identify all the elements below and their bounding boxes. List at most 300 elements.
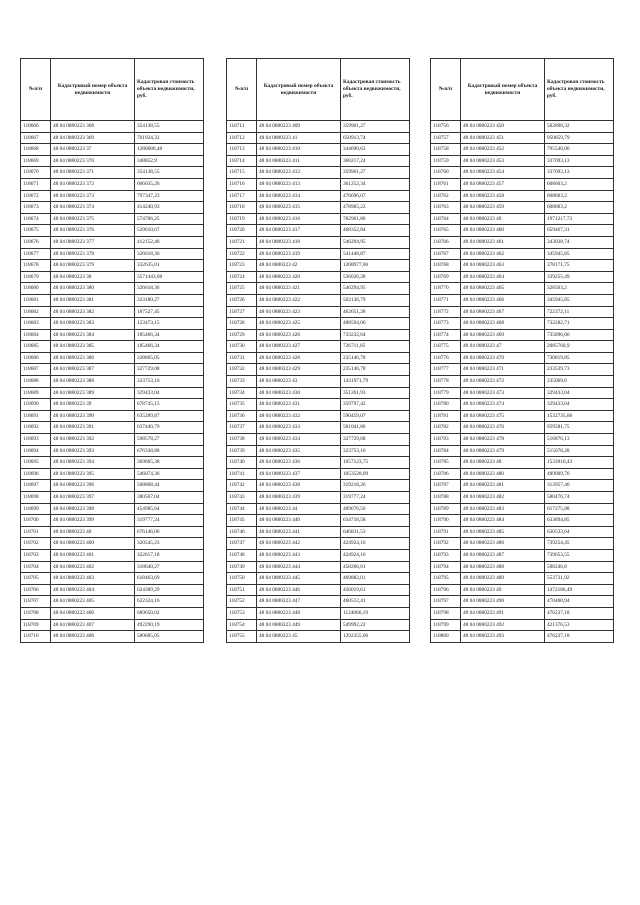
row-number: 118745 <box>227 515 257 527</box>
row-number: 118736 <box>227 410 257 422</box>
cadastral-value: 328865,05 <box>135 352 204 364</box>
table-row <box>431 121 614 133</box>
table-row <box>227 376 410 388</box>
cadastral-value: 424924,16 <box>341 538 410 550</box>
cadastral-number: 48 04 0880223 409 <box>257 121 341 133</box>
cadastral-number: 48 04 0880223 401 <box>51 549 135 561</box>
cadastral-value: 351261,93 <box>341 387 410 399</box>
cadastral-value: 797347,23 <box>135 190 204 202</box>
cadastral-number: 48 04 0880223 438 <box>257 480 341 492</box>
cadastral-number: 48 04 0880223 419 <box>257 248 341 260</box>
cadastral-value: 460512,41 <box>341 596 410 608</box>
row-number: 118758 <box>431 144 461 156</box>
table-row <box>227 549 410 561</box>
table-row <box>227 607 410 619</box>
cadastral-number: 48 04 0880223 42 <box>257 260 341 272</box>
cadastral-number: 48 04 0880223 397 <box>51 492 135 504</box>
row-number: 118695 <box>21 457 51 469</box>
table-row <box>227 422 410 434</box>
cadastral-number: 48 04 0880223 446 <box>257 584 341 596</box>
row-number: 118667 <box>21 132 51 144</box>
cadastral-number: 48 04 0880223 470 <box>461 352 545 364</box>
row-number: 118789 <box>431 503 461 515</box>
cadastral-number: 48 04 0880223 405 <box>51 596 135 608</box>
row-number: 118791 <box>431 526 461 538</box>
cadastral-value: 549992,22 <box>341 619 410 631</box>
row-number: 118786 <box>431 468 461 480</box>
row-number: 118800 <box>431 631 461 643</box>
cadastral-value: 1971217,73 <box>545 213 614 225</box>
header-cadastral-number: Кадастровый номер объекта недвижимости <box>461 59 545 121</box>
cadastral-number: 48 04 0880223 388 <box>51 376 135 388</box>
row-number: 118737 <box>227 422 257 434</box>
cadastral-value: 1280680,48 <box>135 144 204 156</box>
row-number: 118777 <box>431 364 461 376</box>
row-number: 118703 <box>21 549 51 561</box>
cadastral-value: 580476,74 <box>545 492 614 504</box>
table-row <box>227 515 410 527</box>
row-number: 118779 <box>431 387 461 399</box>
row-number: 118760 <box>431 167 461 179</box>
row-number: 118710 <box>21 631 51 643</box>
row-number: 118776 <box>431 352 461 364</box>
cadastral-value: 424924,16 <box>341 549 410 561</box>
cadastral-value: 635289,87 <box>135 410 204 422</box>
cadastral-number: 48 04 0880223 378 <box>51 248 135 260</box>
table-row <box>21 561 204 573</box>
row-number: 118790 <box>431 515 461 527</box>
cadastral-value: 1472186,49 <box>545 584 614 596</box>
table-row <box>21 167 204 179</box>
row-number: 118747 <box>227 538 257 550</box>
cadastral-number: 48 04 0880223 382 <box>51 306 135 318</box>
table-row <box>227 306 410 318</box>
cadastral-number: 48 04 0880223 442 <box>257 538 341 550</box>
cadastral-value: 1053528,09 <box>341 468 410 480</box>
table-row <box>21 144 204 156</box>
table-row <box>431 399 614 411</box>
cadastral-number: 48 04 0880223 412 <box>257 167 341 179</box>
cadastral-number: 48 04 0880223 444 <box>257 561 341 573</box>
cadastral-number: 48 04 0880223 377 <box>51 236 135 248</box>
cadastral-number: 48 04 0880223 482 <box>461 492 545 504</box>
cadastral-number: 48 04 0880223 473 <box>461 387 545 399</box>
cadastral-number: 48 04 0880223 389 <box>51 387 135 399</box>
table-row <box>227 468 410 480</box>
cadastral-value: 323180,27 <box>135 294 204 306</box>
row-number: 118671 <box>21 178 51 190</box>
cadastral-number: 48 04 0880223 436 <box>257 457 341 469</box>
row-number: 118778 <box>431 376 461 388</box>
row-number: 118686 <box>21 352 51 364</box>
table-body <box>227 121 410 643</box>
cadastral-number: 48 04 0880223 488 <box>461 561 545 573</box>
row-number: 118698 <box>21 492 51 504</box>
cadastral-value: 624389,29 <box>135 584 204 596</box>
cadastral-value: 320545,23 <box>135 538 204 550</box>
cadastral-value: 359961,27 <box>341 121 410 133</box>
cadastral-value: 678745,15 <box>135 399 204 411</box>
table-row <box>431 271 614 283</box>
table-row <box>227 213 410 225</box>
row-number: 118774 <box>431 329 461 341</box>
cadastral-number: 48 04 0880223 422 <box>257 294 341 306</box>
cadastral-value: 529610,67 <box>135 225 204 237</box>
cadastral-value: 322617,18 <box>135 549 204 561</box>
row-number: 118729 <box>227 329 257 341</box>
cadastral-value: 795540,06 <box>545 144 614 156</box>
cadastral-number: 48 04 0880223 391 <box>51 422 135 434</box>
row-number: 118762 <box>431 190 461 202</box>
cadastral-value: 2085760,9 <box>545 341 614 353</box>
cadastral-number: 48 04 0880223 484 <box>461 515 545 527</box>
table-row <box>431 260 614 272</box>
cadastral-value: 701934,32 <box>135 132 204 144</box>
cadastral-number: 48 04 0880223 376 <box>51 225 135 237</box>
cadastral-number: 48 04 0880223 483 <box>461 503 545 515</box>
table-row <box>21 619 204 631</box>
cadastral-number: 48 04 0880223 447 <box>257 596 341 608</box>
cadastral-value: 633894,85 <box>545 515 614 527</box>
row-number: 118751 <box>227 584 257 596</box>
cadastral-number: 48 04 0880223 373 <box>51 190 135 202</box>
cadastral-value: 323753,16 <box>341 445 410 457</box>
cadastral-number: 48 04 0880223 425 <box>257 318 341 330</box>
table-row <box>431 318 614 330</box>
row-number: 118756 <box>431 121 461 133</box>
cadastral-number: 48 04 0880223 441 <box>257 526 341 538</box>
row-number: 118730 <box>227 341 257 353</box>
table-row <box>21 318 204 330</box>
cadastral-value: 478965,22 <box>341 202 410 214</box>
row-number: 118770 <box>431 283 461 295</box>
table-row <box>21 236 204 248</box>
cadastral-number: 48 04 0880223 395 <box>51 468 135 480</box>
table-body <box>431 121 614 643</box>
table-row <box>227 121 410 133</box>
cadastral-value: 568868,44 <box>135 480 204 492</box>
table-row <box>227 225 410 237</box>
table-row <box>227 445 410 457</box>
table-row <box>431 387 614 399</box>
cadastral-number: 48 04 0880223 493 <box>461 631 545 643</box>
cadastral-value: 337093,13 <box>545 155 614 167</box>
cadastral-value: 637440,79 <box>135 422 204 434</box>
cadastral-value: 732282,71 <box>545 318 614 330</box>
row-number: 118722 <box>227 248 257 260</box>
table-row <box>227 341 410 353</box>
cadastral-value: 462651,28 <box>341 306 410 318</box>
row-number: 118765 <box>431 225 461 237</box>
table-row <box>227 364 410 376</box>
table-row <box>227 248 410 260</box>
cadastral-number: 48 04 0880223 475 <box>461 410 545 422</box>
table-row <box>227 202 410 214</box>
cadastral-number: 48 04 0880223 469 <box>461 329 545 341</box>
cadastral-value: 327729,08 <box>135 364 204 376</box>
table-header-row <box>21 59 204 121</box>
cadastral-number: 48 04 0880223 468 <box>461 318 545 330</box>
table-row <box>431 306 614 318</box>
cadastral-number: 48 04 0880223 380 <box>51 283 135 295</box>
row-number: 118704 <box>21 561 51 573</box>
cadastral-value: 489676,56 <box>341 503 410 515</box>
table-row <box>227 492 410 504</box>
cadastral-value: 235146,78 <box>341 352 410 364</box>
cadastral-number: 48 04 0880223 457 <box>461 178 545 190</box>
row-number: 118696 <box>21 468 51 480</box>
row-number: 118755 <box>227 631 257 643</box>
cadastral-number: 48 04 0880223 443 <box>257 549 341 561</box>
header-cadastral-value: Кадастровая стоимость объекта недвижимости, руб. <box>545 59 614 121</box>
cadastral-number: 48 04 0880223 445 <box>257 573 341 585</box>
table-row <box>21 480 204 492</box>
cadastral-value: 489009,76 <box>545 468 614 480</box>
row-number: 118764 <box>431 213 461 225</box>
table-row <box>431 422 614 434</box>
cadastral-number: 48 04 0880223 384 <box>51 329 135 341</box>
row-number: 118731 <box>227 352 257 364</box>
table-row <box>21 121 204 133</box>
table-row <box>431 144 614 156</box>
row-number: 118726 <box>227 294 257 306</box>
row-number: 118715 <box>227 167 257 179</box>
cadastral-value: 659467,31 <box>545 225 614 237</box>
cadastral-value: 541448,87 <box>341 248 410 260</box>
table-row <box>431 526 614 538</box>
table-row <box>227 526 410 538</box>
row-number: 118714 <box>227 155 257 167</box>
cadastral-value: 546294,95 <box>341 236 410 248</box>
cadastral-value: 1533910,43 <box>545 457 614 469</box>
table-row <box>227 434 410 446</box>
cadastral-value: 468352,84 <box>341 225 410 237</box>
row-number: 118705 <box>21 573 51 585</box>
cadastral-value: 580685,05 <box>135 631 204 643</box>
cadastral-value: 488594,06 <box>341 318 410 330</box>
row-number: 118743 <box>227 492 257 504</box>
cadastral-value: 327729,08 <box>341 434 410 446</box>
cadastral-value: 380567,04 <box>135 492 204 504</box>
cadastral-number: 48 04 0880223 399 <box>51 515 135 527</box>
row-number: 118723 <box>227 260 257 272</box>
cadastral-value: 235069,6 <box>545 376 614 388</box>
table-row <box>227 260 410 272</box>
row-number: 118673 <box>21 202 51 214</box>
row-number: 118759 <box>431 155 461 167</box>
cadastral-value: 339255,49 <box>545 271 614 283</box>
cadastral-number: 48 04 0880223 46 <box>461 213 545 225</box>
table-row <box>431 236 614 248</box>
cadastral-value: 345945,85 <box>545 294 614 306</box>
cadastral-value: 608603,2 <box>545 178 614 190</box>
table-row <box>431 178 614 190</box>
cadastral-value: 515078,28 <box>545 445 614 457</box>
cadastral-value: 634718,58 <box>341 515 410 527</box>
cadastral-number: 48 04 0880223 487 <box>461 549 545 561</box>
cadastral-value: 235146,78 <box>341 364 410 376</box>
cadastral-value: 1057123,75 <box>341 457 410 469</box>
cadastral-number: 48 04 0880223 47 <box>461 341 545 353</box>
cadastral-number: 48 04 0880223 408 <box>51 631 135 643</box>
row-number: 118744 <box>227 503 257 515</box>
table-row <box>431 538 614 550</box>
cadastral-value: 469882,01 <box>341 573 410 585</box>
row-number: 118780 <box>431 399 461 411</box>
row-number: 118787 <box>431 480 461 492</box>
cadastral-number: 48 04 0880223 423 <box>257 306 341 318</box>
cadastral-number: 48 04 0880223 49 <box>461 584 545 596</box>
cadastral-value: 318640,27 <box>135 561 204 573</box>
cadastral-number: 48 04 0880223 393 <box>51 445 135 457</box>
cadastral-value: 329433,04 <box>545 387 614 399</box>
cadastral-number: 48 04 0880223 471 <box>461 364 545 376</box>
table-row <box>227 399 410 411</box>
cadastral-value: 739254,45 <box>545 538 614 550</box>
table-row <box>227 596 410 608</box>
header-cadastral-value: Кадастровая стоимость объекта недвижимости, руб. <box>341 59 410 121</box>
row-number: 118798 <box>431 607 461 619</box>
row-number: 118735 <box>227 399 257 411</box>
row-number: 118683 <box>21 318 51 330</box>
cadastral-value: 950859,79 <box>545 132 614 144</box>
cadastral-value: 618463,69 <box>135 573 204 585</box>
row-number: 118738 <box>227 434 257 446</box>
table-row <box>227 561 410 573</box>
table-row <box>21 573 204 585</box>
cadastral-value: 1532735,66 <box>545 410 614 422</box>
cadastral-value: 492290,19 <box>135 619 204 631</box>
table-row <box>21 329 204 341</box>
table-row <box>431 341 614 353</box>
cadastral-value: 782961,86 <box>341 213 410 225</box>
cadastral-value: 730819,85 <box>545 352 614 364</box>
cadastral-value: 378171,75 <box>545 260 614 272</box>
cadastral-value: 476696,07 <box>341 190 410 202</box>
table-row <box>227 271 410 283</box>
table-row <box>431 607 614 619</box>
table-row <box>431 376 614 388</box>
cadastral-number: 48 04 0880223 485 <box>461 526 545 538</box>
cadastral-value: 553731,92 <box>545 573 614 585</box>
table-row <box>21 341 204 353</box>
table-row <box>431 549 614 561</box>
cadastral-number: 48 04 0880223 458 <box>461 190 545 202</box>
row-number: 118679 <box>21 271 51 283</box>
cadastral-value: 617275,88 <box>545 503 614 515</box>
table-row <box>431 596 614 608</box>
row-number: 118782 <box>431 422 461 434</box>
cadastral-number: 48 04 0880223 478 <box>461 434 545 446</box>
cadastral-number: 48 04 0880223 472 <box>461 376 545 388</box>
row-number: 118691 <box>21 410 51 422</box>
row-number: 118797 <box>431 596 461 608</box>
cadastral-value: 313957,46 <box>545 480 614 492</box>
row-number: 118682 <box>21 306 51 318</box>
row-number: 118713 <box>227 144 257 156</box>
cadastral-value: 502136,79 <box>341 294 410 306</box>
cadastral-number: 48 04 0880223 464 <box>461 271 545 283</box>
row-number: 118707 <box>21 596 51 608</box>
cadastral-number: 48 04 0880223 402 <box>51 561 135 573</box>
cadastral-number: 48 04 0880223 372 <box>51 178 135 190</box>
table-row <box>227 480 410 492</box>
cadastral-value: 646831,53 <box>341 526 410 538</box>
row-number: 118721 <box>227 236 257 248</box>
cadastral-value: 348852,9 <box>135 155 204 167</box>
table-row <box>431 631 614 643</box>
cadastral-number: 48 04 0880223 415 <box>257 202 341 214</box>
cadastral-value: 123473,15 <box>135 318 204 330</box>
cadastral-value: 598578,27 <box>135 434 204 446</box>
cadastral-value: 1431971,79 <box>341 376 410 388</box>
row-number: 118742 <box>227 480 257 492</box>
cadastral-number: 48 04 0880223 37 <box>51 144 135 156</box>
row-number: 118794 <box>431 561 461 573</box>
cadastral-table-3 <box>430 58 614 643</box>
cadastral-number: 48 04 0880223 448 <box>257 607 341 619</box>
row-number: 118775 <box>431 341 461 353</box>
table-row <box>21 422 204 434</box>
cadastral-value: 369665,38 <box>135 457 204 469</box>
row-number: 118674 <box>21 213 51 225</box>
table-row <box>21 225 204 237</box>
row-number: 118799 <box>431 619 461 631</box>
cadastral-value: 454985,64 <box>135 503 204 515</box>
cadastral-value: 470400,94 <box>545 596 614 608</box>
table-row <box>21 213 204 225</box>
cadastral-number: 48 04 0880223 404 <box>51 584 135 596</box>
row-number: 118678 <box>21 260 51 272</box>
table-row <box>227 631 410 643</box>
table-row <box>21 387 204 399</box>
row-number: 118694 <box>21 445 51 457</box>
table-row <box>21 492 204 504</box>
table-row <box>21 549 204 561</box>
cadastral-value: 676146,06 <box>135 526 204 538</box>
table-row <box>21 526 204 538</box>
cadastral-number: 48 04 0880223 394 <box>51 457 135 469</box>
table-row <box>431 410 614 422</box>
cadastral-number: 48 04 0880223 383 <box>51 318 135 330</box>
cadastral-number: 48 04 0880223 474 <box>461 399 545 411</box>
table-row <box>21 607 204 619</box>
row-number: 118668 <box>21 144 51 156</box>
cadastral-value: 502898,32 <box>545 121 614 133</box>
table-row <box>227 584 410 596</box>
cadastral-value: 608603,2 <box>545 190 614 202</box>
cadastral-value: 337093,13 <box>545 167 614 179</box>
cadastral-number: 48 04 0880223 431 <box>257 399 341 411</box>
cadastral-value: 735896,66 <box>545 329 614 341</box>
row-number: 118754 <box>227 619 257 631</box>
table-row <box>227 410 410 422</box>
cadastral-value: 546074,36 <box>135 468 204 480</box>
cadastral-number: 48 04 0880223 452 <box>461 144 545 156</box>
cadastral-value: 722372,11 <box>545 306 614 318</box>
cadastral-number: 48 04 0880223 418 <box>257 236 341 248</box>
row-number: 118748 <box>227 549 257 561</box>
header-num: №п/п <box>21 59 51 121</box>
row-number: 118709 <box>21 619 51 631</box>
table-row <box>431 248 614 260</box>
table-row <box>431 503 614 515</box>
table-row <box>431 167 614 179</box>
table-row <box>21 155 204 167</box>
table-row <box>21 248 204 260</box>
cadastral-value: 1292355,06 <box>341 631 410 643</box>
row-number: 118728 <box>227 318 257 330</box>
